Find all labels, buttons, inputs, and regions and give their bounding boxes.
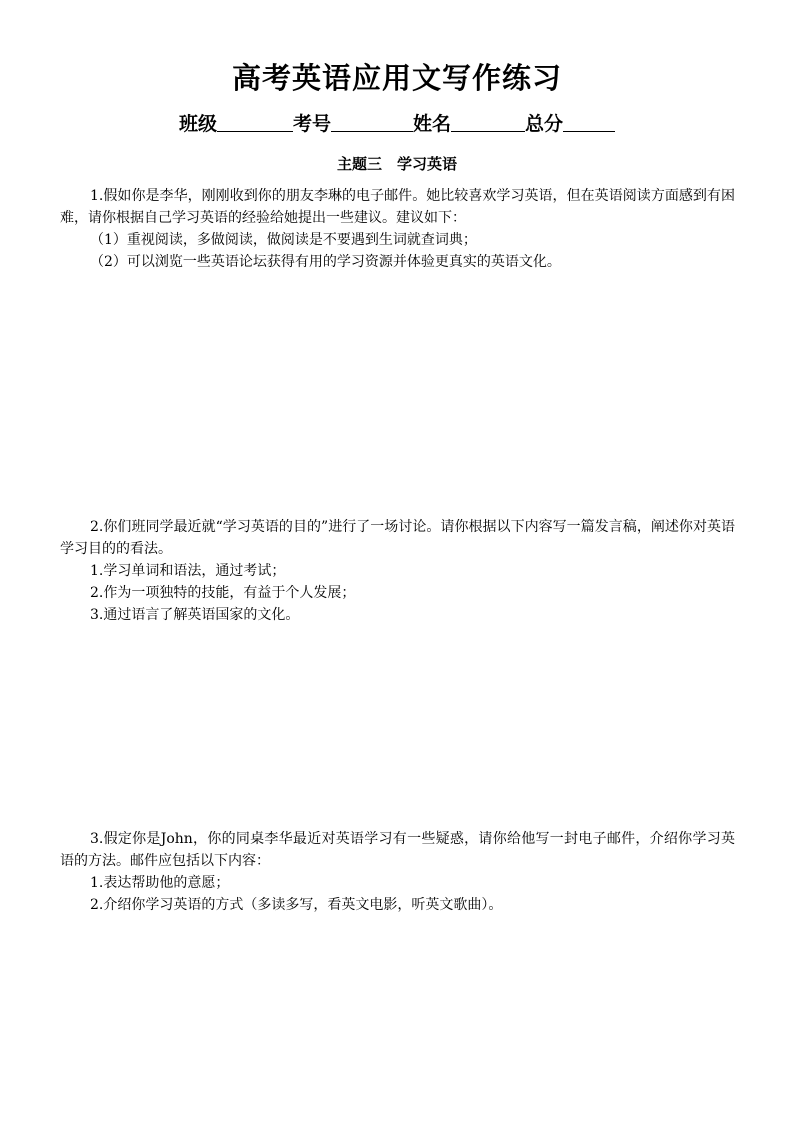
question-1 <box>60 185 735 273</box>
student-info-line <box>0 110 794 138</box>
question-prompt: 1.假如你是李华，刚刚收到你的朋友李琳的电子邮件。她比较喜欢学习英语，但在英语阅读方面感到有困难，请你根据自己学习英语的经验给她提出一些建议。建议如下： <box>60 188 735 226</box>
question-3 <box>60 828 735 916</box>
score-blank <box>563 113 615 132</box>
question-item: 3.通过语言了解英语国家的文化。 <box>90 607 300 623</box>
class-label: 班级 <box>178 113 217 135</box>
question-2 <box>60 516 735 626</box>
question-item: 2.介绍你学习英语的方式（多读多写，看英文电影，听英文歌曲）。 <box>90 897 503 913</box>
number-blank <box>331 113 413 132</box>
question-prompt: 3.假定你是John，你的同桌李华最近对英语学习有一些疑惑，请你给他写一封电子邮件，介绍你学习英语的方法。邮件应包括以下内容： <box>60 831 735 869</box>
name-label: 姓名 <box>413 113 452 135</box>
page-title: 高考英语应用文写作练习 <box>231 61 562 95</box>
name-blank <box>451 113 525 132</box>
question-item: （1）重视阅读，多做阅读，做阅读是不要遇到生词就查词典； <box>90 232 477 248</box>
question-item: 1.学习单词和语法，通过考试； <box>90 563 286 579</box>
question-prompt: 2.你们班同学最近就“学习英语的目的”进行了一场讨论。请你根据以下内容写一篇发言稿，阐述你对英语学习目的的看法。 <box>60 519 735 557</box>
score-label: 总分 <box>525 113 564 135</box>
question-item: 2.作为一项独特的技能，有益于个人发展； <box>90 585 356 601</box>
section-subtitle: 主题三 学习英语 <box>336 155 457 173</box>
question-item: 1.表达帮助他的意愿； <box>90 875 230 891</box>
question-item: （2）可以浏览一些英语论坛获得有用的学习资源并体验更真实的英语文化。 <box>90 254 561 270</box>
number-label: 考号 <box>292 113 331 135</box>
class-blank <box>217 113 293 132</box>
